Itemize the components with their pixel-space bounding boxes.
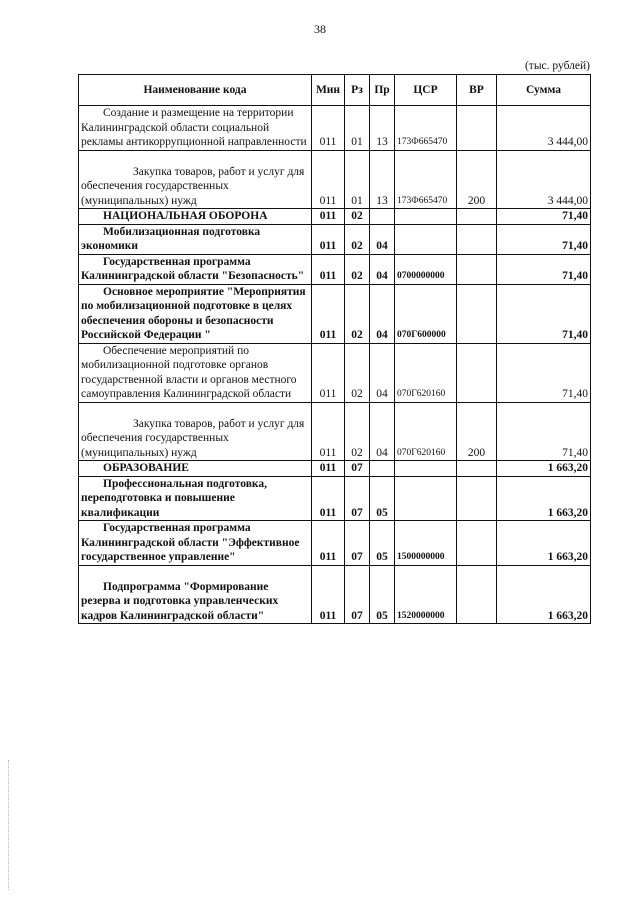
row-name: Закупка товаров, работ и услуг для обеспечения государственных (муниципальных) нужд: [81, 165, 305, 207]
row-csr: 070Г600000: [395, 284, 457, 343]
row-name-cell: [79, 150, 312, 209]
row-min: 011: [312, 402, 345, 461]
row-sum: 1 663,20: [497, 476, 591, 521]
header-csr: ЦСР: [395, 75, 457, 106]
row-pr: 04: [370, 254, 395, 284]
row-vr: 200: [457, 402, 497, 461]
row-min: 011: [312, 521, 345, 566]
row-rz: 07: [345, 565, 370, 624]
row-min: 011: [312, 343, 345, 402]
row-name: Создание и размещение на территории Калининградской области социальной рекламы антикоррупционной направленности: [81, 107, 307, 148]
row-name-cell: [79, 284, 312, 343]
table-row: [79, 150, 591, 209]
row-vr: [457, 461, 497, 477]
row-pr: 05: [370, 476, 395, 521]
row-rz: 07: [345, 476, 370, 521]
row-rz: 07: [345, 521, 370, 566]
header-pr: Пр: [370, 75, 395, 106]
table-row: [79, 476, 591, 521]
row-rz: 02: [345, 284, 370, 343]
table-row: [79, 284, 591, 343]
row-pr: 13: [370, 150, 395, 209]
row-vr: [457, 565, 497, 624]
row-min: 011: [312, 284, 345, 343]
row-name: Основное мероприятие "Мероприятия по мобилизационной подготовке в целях обеспечения обороны и безопасности Российской Федерации ": [81, 285, 306, 341]
row-name-cell: [79, 106, 312, 151]
row-vr: 200: [457, 150, 497, 209]
row-csr: [395, 461, 457, 477]
table-row: [79, 209, 591, 225]
row-sum: 71,40: [497, 209, 591, 225]
row-min: 011: [312, 461, 345, 477]
table-row: [79, 565, 591, 624]
row-rz: 01: [345, 150, 370, 209]
row-name-cell: [79, 343, 312, 402]
row-min: 011: [312, 224, 345, 254]
row-name-cell: [79, 521, 312, 566]
header-name: Наименование кода: [79, 75, 312, 106]
units-label: (тыс. рублей): [524, 60, 590, 72]
table-row: [79, 106, 591, 151]
row-vr: [457, 521, 497, 566]
row-sum: 71,40: [497, 284, 591, 343]
row-sum: 71,40: [497, 254, 591, 284]
table-row: [79, 521, 591, 566]
row-min: 011: [312, 476, 345, 521]
row-sum: 1 663,20: [497, 565, 591, 624]
table-row: [79, 254, 591, 284]
header-sum: Сумма: [497, 75, 591, 106]
row-rz: 02: [345, 209, 370, 225]
page-number: 38: [314, 22, 326, 36]
row-vr: [457, 209, 497, 225]
table-row: [79, 343, 591, 402]
row-min: 011: [312, 565, 345, 624]
row-pr: [370, 209, 395, 225]
row-pr: 04: [370, 343, 395, 402]
row-name: Профессиональная подготовка, переподготовка и повышение квалификации: [81, 477, 268, 519]
row-vr: [457, 284, 497, 343]
row-name-cell: [79, 565, 312, 624]
row-pr: [370, 461, 395, 477]
row-csr: 0700000000: [395, 254, 457, 284]
row-vr: [457, 224, 497, 254]
row-csr: 1520000000: [395, 565, 457, 624]
row-name: НАЦИОНАЛЬНАЯ ОБОРОНА: [103, 210, 268, 222]
row-csr: 173Ф665470: [395, 150, 457, 209]
row-csr: 070Г620160: [395, 402, 457, 461]
row-name: Мобилизационная подготовка экономики: [81, 225, 261, 252]
row-name-cell: [79, 254, 312, 284]
row-name: Подпрограмма "Формирование резерва и подготовка управленческих кадров Калининградской области": [81, 580, 279, 622]
table-row: [79, 402, 591, 461]
row-csr: [395, 209, 457, 225]
header-min: Мин: [312, 75, 345, 106]
row-csr: [395, 476, 457, 521]
row-vr: [457, 254, 497, 284]
row-name: Государственная программа Калининградской области "Эффективное государственное управление": [81, 522, 300, 563]
row-name: Государственная программа Калининградской области "Безопасность": [81, 255, 305, 282]
row-sum: 71,40: [497, 224, 591, 254]
row-min: 011: [312, 150, 345, 209]
budget-table: [78, 74, 591, 624]
row-pr: 04: [370, 224, 395, 254]
row-rz: 02: [345, 254, 370, 284]
row-rz: 01: [345, 106, 370, 151]
table-header-row: [79, 75, 591, 106]
row-name: ОБРАЗОВАНИЕ: [103, 462, 189, 474]
row-sum: 1 663,20: [497, 461, 591, 477]
row-sum: 3 444,00: [497, 150, 591, 209]
header-vr: ВР: [457, 75, 497, 106]
row-name: Обеспечение мероприятий по мобилизационной подготовке органов государственной власти и органов местного самоуправления Калининградской области: [81, 344, 297, 400]
row-name-cell: [79, 476, 312, 521]
row-min: 011: [312, 209, 345, 225]
row-sum: 71,40: [497, 402, 591, 461]
scan-margin-dots: [8, 760, 11, 890]
row-vr: [457, 343, 497, 402]
row-sum: 71,40: [497, 343, 591, 402]
row-name: Закупка товаров, работ и услуг для обеспечения государственных (муниципальных) нужд: [81, 417, 305, 459]
row-pr: 13: [370, 106, 395, 151]
row-name-cell: [79, 224, 312, 254]
row-min: 011: [312, 254, 345, 284]
row-min: 011: [312, 106, 345, 151]
row-rz: 02: [345, 343, 370, 402]
row-sum: 3 444,00: [497, 106, 591, 151]
table-row: [79, 224, 591, 254]
row-vr: [457, 106, 497, 151]
row-csr: 173Ф665470: [395, 106, 457, 151]
row-csr: 070Г620160: [395, 343, 457, 402]
row-pr: 05: [370, 565, 395, 624]
header-rz: Рз: [345, 75, 370, 106]
row-csr: [395, 224, 457, 254]
row-vr: [457, 476, 497, 521]
row-sum: 1 663,20: [497, 521, 591, 566]
row-name-cell: [79, 209, 312, 225]
row-pr: 04: [370, 402, 395, 461]
row-name-cell: [79, 402, 312, 461]
row-rz: 02: [345, 224, 370, 254]
row-rz: 02: [345, 402, 370, 461]
row-csr: 1500000000: [395, 521, 457, 566]
table-row: [79, 461, 591, 477]
row-pr: 05: [370, 521, 395, 566]
row-pr: 04: [370, 284, 395, 343]
row-rz: 07: [345, 461, 370, 477]
row-name-cell: [79, 461, 312, 477]
